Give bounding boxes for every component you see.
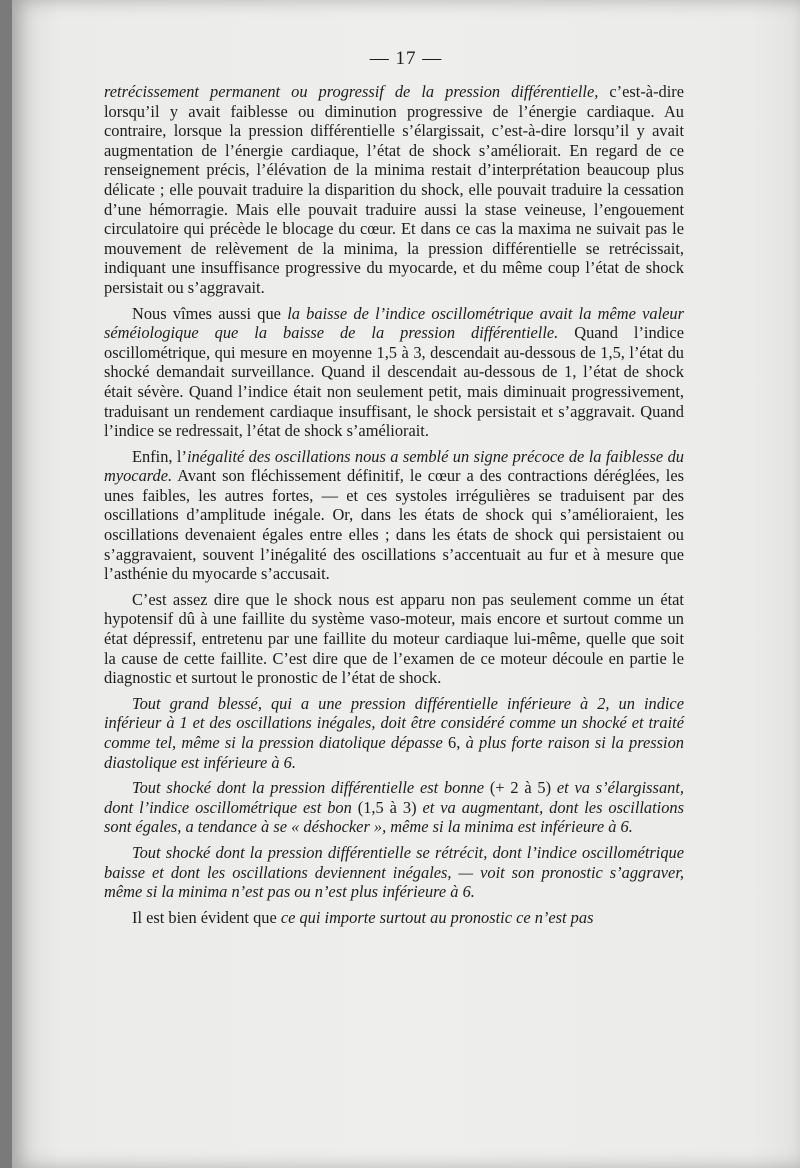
paragraph-5-italic-c: à plus forte raison si la pression diastolique est inférieure à 6. (104, 733, 684, 772)
paragraph-7 (104, 843, 684, 902)
paragraph-2-italic: la baisse de l’indice oscillométrique avait la même valeur séméiologique que la baisse de la pression différentielle. (104, 303, 684, 343)
paragraph-6-italic-c: et va s’élargissant, dont l’indice oscillométrique est bon (104, 778, 684, 817)
paragraph-6 (104, 778, 684, 837)
paragraph-1-italic: retrécissement permanent ou progressif de la pression différentielle, (104, 82, 599, 101)
paragraph-4: C’est assez dire que le shock nous est apparu non pas seulement comme un état hypotensif dû à une faillite du système vaso-moteur, mais encore et surtout comme un état dépressif, entretenu par une faillite du moteur cardiaque lui-même, quelle que soit la cause de cette faillite. C’est dire que de l’examen de ce moteur découle en partie le diagnostic et surtout le pronostic de l’état de shock. (104, 589, 684, 688)
paragraph-6-italic-a: Tout shocké dont la pression différentielle est bonne (132, 778, 485, 798)
paragraph-2-text: Quand l’indice oscillométrique, qui mesure en moyenne 1,5 à 3, descendait au-dessous de 1,5, l’état du shocké demandait surveillance. Quand il descendait au-dessous de 1, l’état de shock était sévère. Quand l’indice était non seulement petit, mais diminuait progressivement, traduisant un rendement cardiaque insuffisant, le shock persistait et s’aggravait. Quand l’indice se redressait, l’état de shock s’améliorait. (104, 323, 684, 441)
paragraph-2-lead: Nous vîmes aussi que (132, 303, 288, 323)
body-text (104, 82, 684, 932)
paragraph-8 (104, 908, 684, 928)
paragraph-2 (104, 304, 684, 441)
paragraph-3 (104, 447, 684, 584)
paragraph-5-italic-a: Tout grand blessé, qui a une pression différentielle inférieure à 2, un indice inférieur à 1 et des oscillations inégales, doit être considéré comme un shocké et traité comme tel, même si la pression diatolique dépasse (104, 693, 684, 752)
paragraph-1 (104, 82, 684, 298)
paragraph-3-lead: Enfin, l’ (132, 446, 187, 466)
paragraph-5 (104, 694, 684, 772)
paragraph-5-value: 6, (442, 733, 466, 752)
paragraph-6-value-2: (1,5 à 3) (351, 797, 423, 817)
paragraph-8-italic: ce qui importe surtout au pronostic ce n’est pas (280, 907, 594, 927)
paragraph-3-italic: inégalité des oscillations nous a semblé un signe précoce de la faiblesse du myocarde. (104, 446, 684, 486)
paragraph-8-lead: Il est bien évident que (132, 907, 281, 927)
paragraph-7-italic: Tout shocké dont la pression différentielle se rétrécit, dont l’indice oscillométrique baisse et dont les oscillations deviennent inégales, — voit son pronostic s’aggraver, même si la minima n’est pas ou n’est plus inférieure à 6. (104, 842, 684, 902)
document-page (12, 0, 800, 1168)
paragraph-6-italic-e: et va augmentant, dont les oscillations sont égales, a tendance à se « déshocker », même si la minima est inférieure à 6. (104, 797, 684, 837)
page-number: — 17 — (369, 48, 443, 69)
paragraph-3-text: Avant son fléchissement définitif, le cœur a des contractions déréglées, les unes faibles, les autres fortes, — et ces systoles irrégulières se traduisent par des oscillations d’amplitude inégale. Or, dans les états de shock qui s’amélioraient, les oscillations devenaient égales entre elles ; dans les états de shock qui persistaient ou s’aggravaient, souvent l’inégalité des oscillations s’accentuait au fur et à mesure que l’asthénie du myocarde s’accusait. (104, 466, 684, 584)
paragraph-1-text: c’est-à-dire lorsqu’il y avait faiblesse ou diminution progressive de l’énergie cardiaque. Au contraire, lorsque la pression différentielle s’élargissait, c’est-à-dire lorsqu’il y avait augmentation de l’énergie cardiaque, l’état de shock s’améliorait. En regard de ce renseignement précis, l’élévation de la minima restait d’interprétation beaucoup plus délicate ; elle pouvait traduire la disparition du shock, elle pouvait traduire la cessation d’une hémorragie. Mais elle pouvait traduire aussi la stase veineuse, l’engouement circulatoire qui précède le blocage du cœur. Et dans ce cas la maxima ne suivait pas le mouvement de relèvement de la minima, la pression différentielle se retrécissait, indiquant une insuffisance progressive du myocarde, et du même coup l’état de shock persistait ou s’aggravait. (104, 82, 685, 297)
paragraph-6-value-1: (+ 2 à 5) (484, 778, 557, 798)
